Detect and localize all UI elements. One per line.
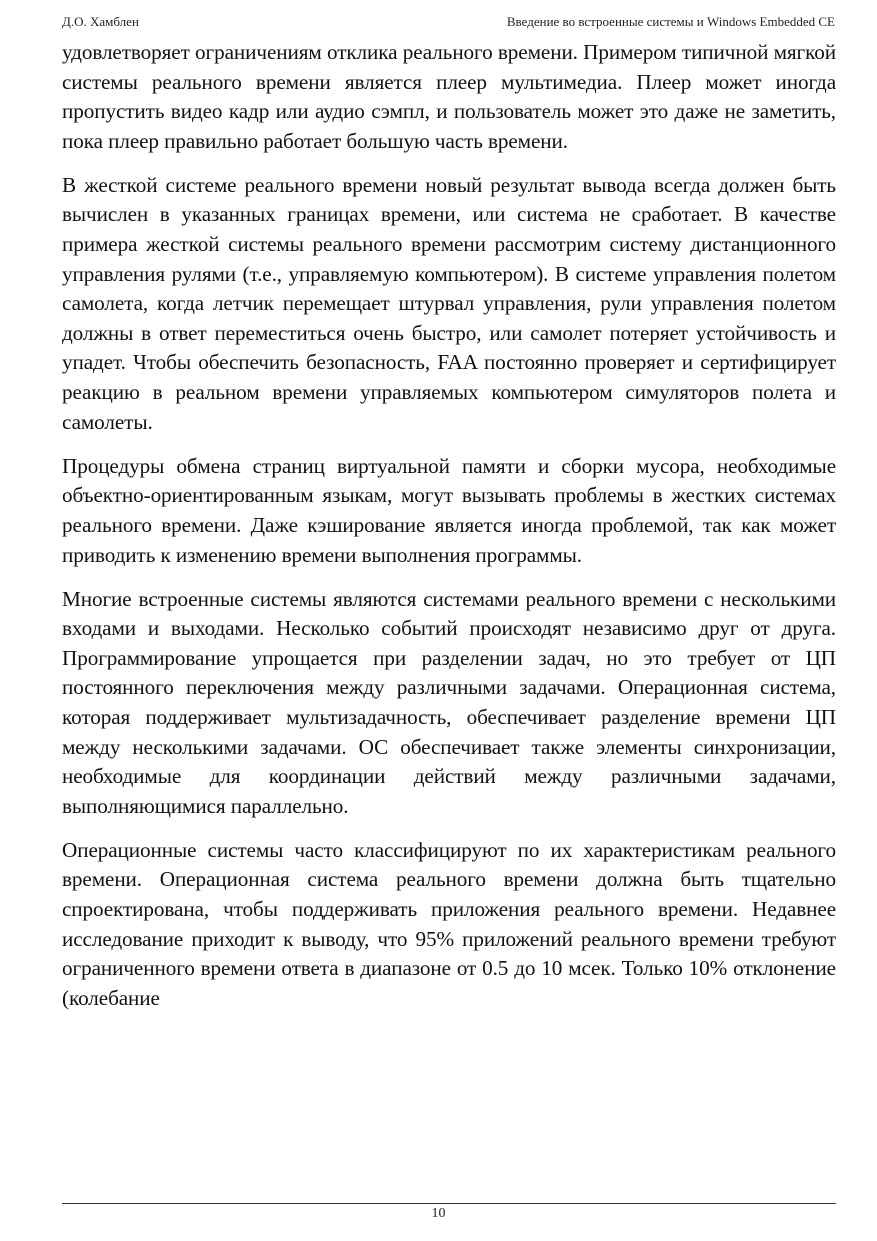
- paragraph-2: В жесткой системе реального времени новый результат вывода всегда должен быть вычислен в указанных границах времени, или система не сработает. В качестве примера жесткой системы реального времени рассмотрим систему дистанционного управления рулями (т.е., управляемую компьютером). В системе управления полетом самолета, когда летчик перемещает штурвал управления, рули управления полетом должны в ответ переместиться очень быстро, или самолет потеряет устойчивость и упадет. Чтобы обеспечить безопасность, FAA постоянно проверяет и сертифицирует реакцию в реальном времени управляемых компьютером симуляторов полета и самолеты.: [62, 172, 836, 434]
- header-author: Д.О. Хамблен: [62, 14, 139, 29]
- paragraph-3: Процедуры обмена страниц виртуальной памяти и сборки мусора, необходимые объектно-ориентированным языкам, могут вызывать проблемы в жестких системах реального времени. Даже кэширование является иногда проблемой, так как может приводить к изменению времени выполнения программы.: [62, 453, 836, 567]
- paragraph-1: удовлетворяет ограничениям отклика реального времени. Примером типичной мягкой системы реального времени является плеер мультимедиа. Плеер может иногда пропустить видео кадр или аудио сэмпл, и пользователь может это даже не заметить, пока плеер правильно работает большую часть времени.: [62, 40, 836, 153]
- header-title: Введение во встроенные системы и Windows Embedded CE: [506, 14, 835, 29]
- footer-divider: [62, 1203, 836, 1204]
- page-number: 10: [431, 1206, 446, 1221]
- paragraph-5: Операционные системы часто классифицируют по их характеристикам реального времени. Операционная система реального времени должна быть тщательно спроектирована, чтобы поддерживать приложения реального времени. Недавнее исследование приходит к выводу, что 95% приложений реального времени требуют ограниченного времени ответа в диапазоне от 0.5 до 10 мсек. Только 10% отклонение (колебание: [62, 837, 836, 1010]
- paragraph-4: Многие встроенные системы являются системами реального времени с несколькими входами и выходами. Несколько событий происходят независимо друг от друга. Программирование упрощается при разделении задач, но это требует от ЦП постоянного переключения между различными задачами. Операционная система, которая поддерживает мультизадачность, обеспечивает разделение времени ЦП между несколькими задачами. ОС обеспечивает также элементы синхронизации, необходимые для координации действий между различными задачами, выполняющимися параллельно.: [62, 586, 836, 818]
- page-body: [62, 38, 836, 1013]
- page-header: [62, 14, 835, 34]
